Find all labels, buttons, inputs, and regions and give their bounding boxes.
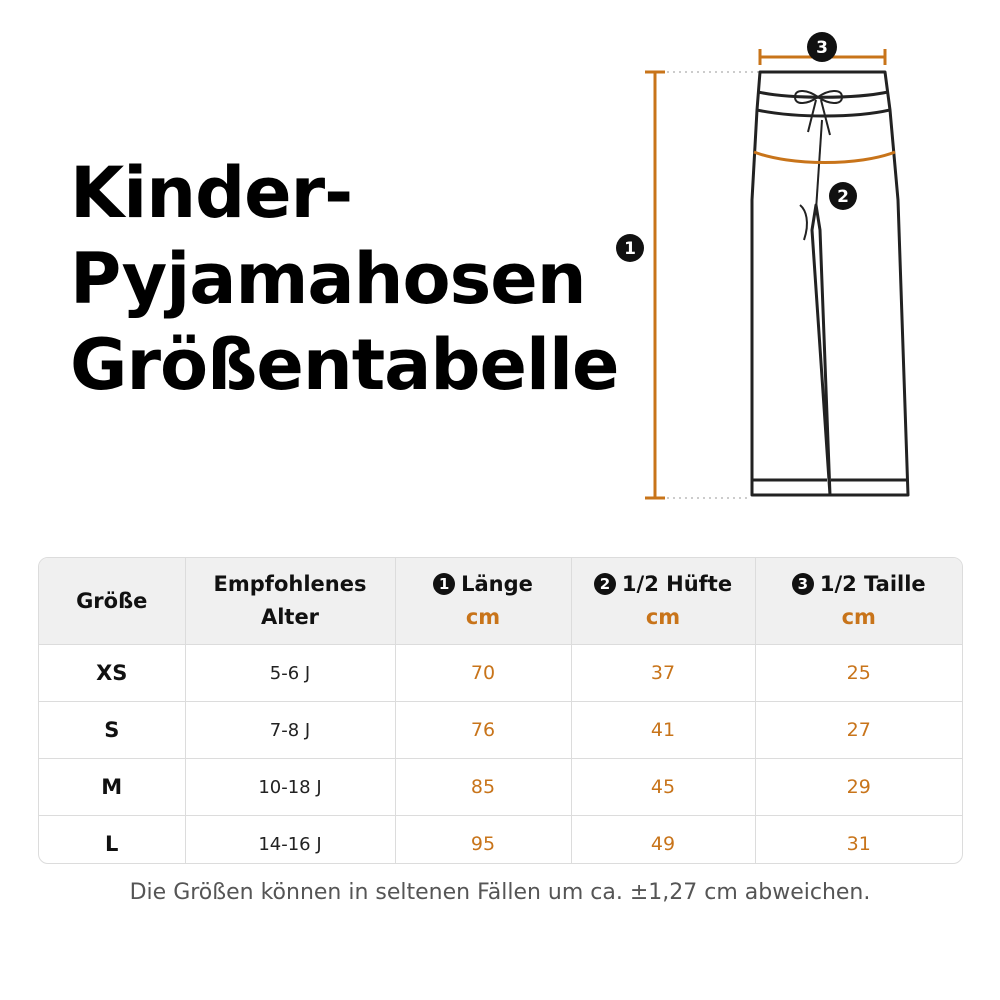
cell-size: L — [39, 816, 185, 865]
cell-waist: 27 — [755, 702, 962, 759]
size-table — [39, 558, 962, 864]
header-size-label: Größe — [76, 588, 148, 613]
size-table-container — [38, 557, 963, 864]
cell-length: 95 — [395, 816, 571, 865]
cell-age: 10-18 J — [185, 759, 395, 816]
cell-hip: 49 — [571, 816, 755, 865]
cell-age: 14-16 J — [185, 816, 395, 865]
title-line-3: Größentabelle — [70, 324, 619, 406]
header-length — [395, 558, 571, 645]
svg-text:1: 1 — [624, 239, 636, 259]
page-title — [70, 150, 619, 408]
cell-hip: 41 — [571, 702, 755, 759]
header-age-line1: Empfohlenes — [213, 572, 367, 596]
pants-outline — [752, 72, 908, 495]
cell-length: 76 — [395, 702, 571, 759]
marker-1 — [616, 234, 644, 262]
header-waist-unit: cm — [841, 605, 876, 629]
header-waist — [755, 558, 962, 645]
cell-hip: 45 — [571, 759, 755, 816]
header-size — [39, 558, 185, 645]
cell-age: 5-6 J — [185, 645, 395, 702]
table-row — [39, 759, 962, 816]
cell-size: M — [39, 759, 185, 816]
cell-size: XS — [39, 645, 185, 702]
header-hip-label: 1/2 Hüfte — [621, 572, 733, 596]
cell-hip: 37 — [571, 645, 755, 702]
cell-size: S — [39, 702, 185, 759]
marker-3-icon: 3 — [792, 573, 814, 595]
header-age-line2: Alter — [260, 605, 320, 629]
title-line-2: Pyjamahosen — [70, 238, 586, 320]
marker-1-icon: 1 — [433, 573, 455, 595]
cell-waist: 31 — [846, 833, 871, 855]
title-line-1: Kinder- — [70, 152, 353, 234]
marker-3 — [807, 32, 837, 62]
svg-text:3: 3 — [816, 38, 828, 58]
marker-2 — [829, 182, 857, 210]
cell-length: 85 — [395, 759, 571, 816]
header-hip-unit: cm — [645, 605, 681, 629]
pants-measurement-diagram — [590, 20, 930, 520]
header-age — [185, 558, 395, 645]
header-waist-label: 1/2 Taille — [819, 572, 926, 596]
cell-age: 7-8 J — [185, 702, 395, 759]
svg-text:2: 2 — [837, 187, 849, 207]
header-length-unit: cm — [465, 605, 501, 629]
header-length-label: Länge — [461, 572, 533, 596]
table-row — [39, 816, 962, 865]
size-tolerance-note: Die Größen können in seltenen Fällen um ca. ±1,27 cm abweichen. — [129, 880, 871, 905]
cell-waist: 25 — [755, 645, 962, 702]
table-row — [39, 702, 962, 759]
table-row — [39, 645, 962, 702]
table-header-row — [39, 558, 962, 645]
marker-2-icon: 2 — [594, 573, 616, 595]
cell-waist: 29 — [755, 759, 962, 816]
header-hip — [571, 558, 755, 645]
cell-length: 70 — [395, 645, 571, 702]
